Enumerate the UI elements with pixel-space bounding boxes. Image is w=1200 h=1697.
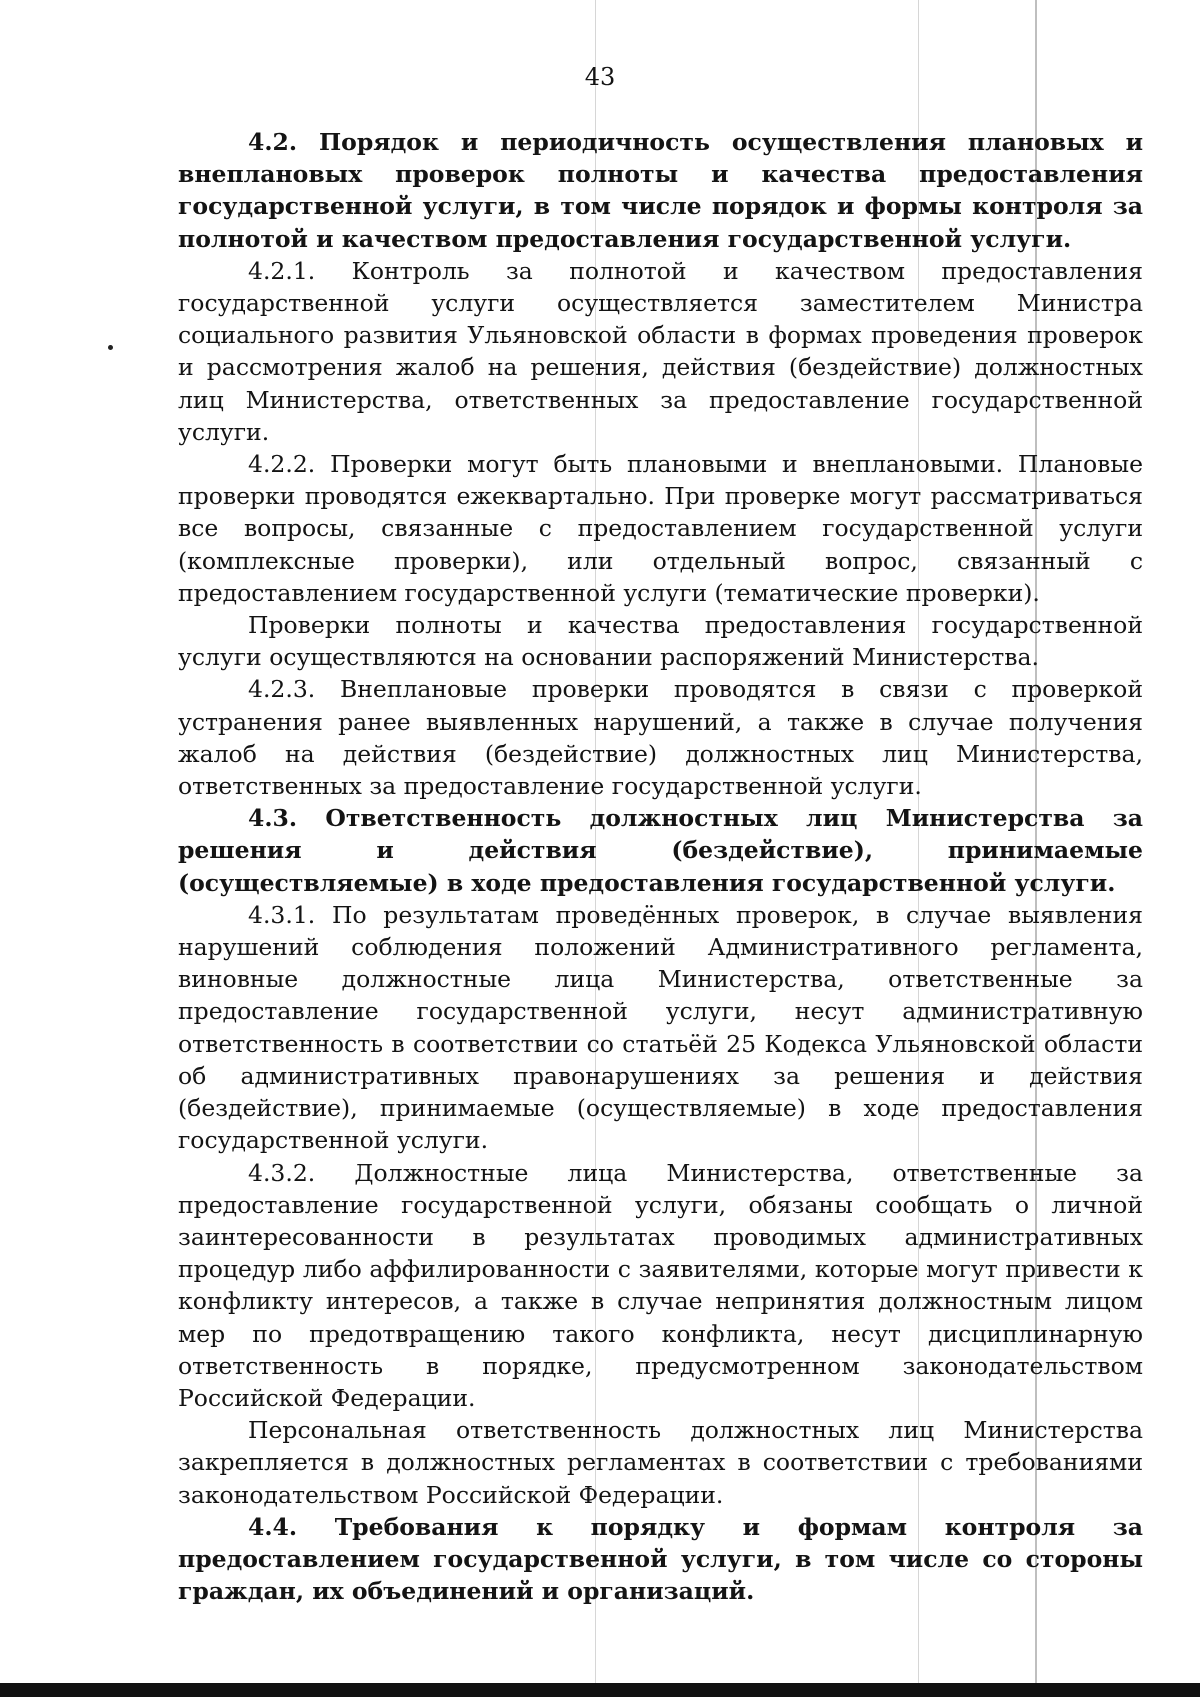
section-heading-4-3: 4.3. Ответственность должностных лиц Министерства за решения и действия (бездействие), принимаемые (осуществляемые) в ходе предоставления государственной услуги. [178,804,1143,897]
paragraph-4-2-2: 4.2.2. Проверки могут быть плановыми и внеплановыми. Плановые проверки проводятся ежеквартально. При проверке могут рассматриваться все вопросы, связанные с предоставлением государственной услуги (комплексные проверки), или отдельный вопрос, связанный с предоставлением государственной услуги (тематические проверки). [178,450,1143,607]
paragraph-4-2-3: 4.2.3. Внеплановые проверки проводятся в связи с проверкой устранения ранее выявленных нарушений, а также в случае получения жалоб на действия (бездействие) должностных лиц Министерства, ответственных за предоставление государственной услуги. [178,675,1143,801]
document-body [178,126,1143,1607]
scan-speck [108,345,113,350]
paragraph-4-2-1: 4.2.1. Контроль за полнотой и качеством предоставления государственной услуги осуществляется заместителем Министра социального развития Ульяновской области в формах проведения проверок и рассмотрения жалоб на решения, действия (бездействие) должностных лиц Министерства, ответственных за предоставление государственной услуги. [178,256,1143,446]
section-heading-4-4: 4.4. Требования к порядку и формам контроля за предоставлением государственной услуги, в том числе со стороны граждан, их объединений и организаций. [178,1512,1143,1606]
scan-bottom-border [0,1683,1200,1697]
paragraph-4-3-2: 4.3.2. Должностные лица Министерства, ответственные за предоставление государственной услуги, обязаны сообщать о личной заинтересованности в результатах проводимых административных процедур либо аффилированности с заявителями, которые могут привести к конфликту интересов, а также в случае непринятия должностным лицом мер по предотвращению такого конфликта, несут дисциплинарную ответственность в порядке, предусмотренном законодательством Российской Федерации. [178,1158,1143,1412]
page-number: 43 [584,63,616,91]
paragraph-4-3-1: 4.3.1. По результатам проведённых проверок, в случае выявления нарушений соблюдения положений Административного регламента, виновные должностные лица Министерства, ответственные за предоставление государственной услуги, несут административную ответственность в соответствии со статьёй 25 Кодекса Ульяновской области об административных правонарушениях за решения и действия (бездействие), принимаемые (осуществляемые) в ходе предоставления государственной услуги. [178,900,1143,1155]
paragraph-4-3-2-continued: Персональная ответственность должностных лиц Министерства закрепляется в должностных регламентах в соответствии с требованиями законодательством Российской Федерации. [178,1416,1143,1509]
paragraph-4-2-2-continued: Проверки полноты и качества предоставления государственной услуги осуществляются на основании распоряжений Министерства. [178,611,1143,672]
section-heading-4-2: 4.2. Порядок и периодичность осуществления плановых и внеплановых проверок полноты и качества предоставления государственной услуги, в том числе порядок и формы контроля за полнотой и качеством предоставления государственной услуги. [178,128,1143,253]
